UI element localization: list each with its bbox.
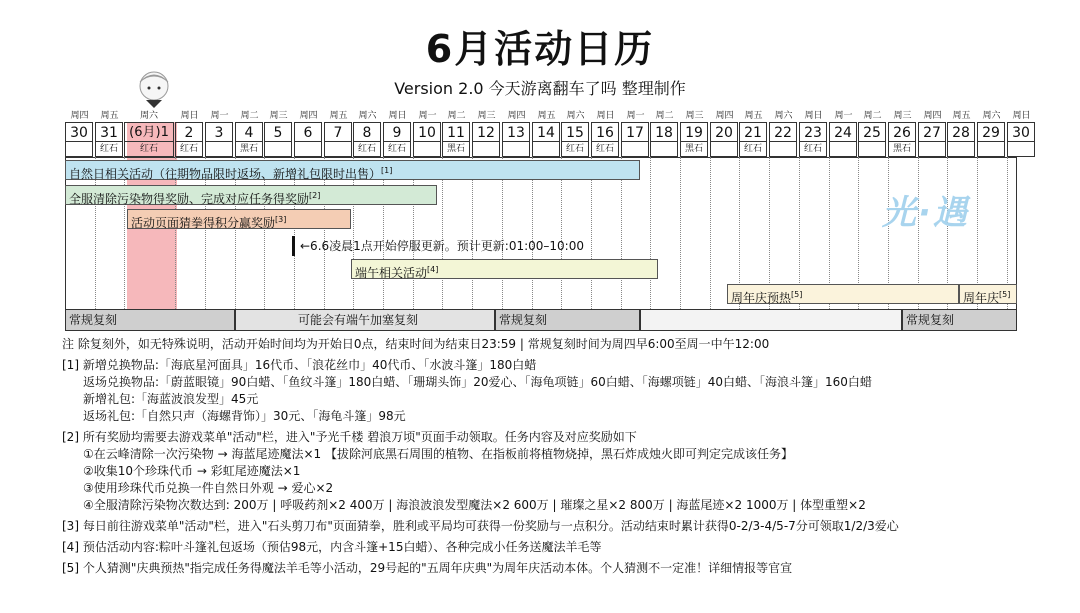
- day-of-week-label: 周日: [596, 111, 615, 121]
- event-bar-natural-day[interactable]: [65, 160, 640, 180]
- day-of-week-label: 周三: [269, 111, 288, 121]
- stone-tag: 红石: [799, 142, 827, 157]
- date-cell[interactable]: 26: [888, 122, 916, 142]
- date-cell[interactable]: 21: [739, 122, 767, 142]
- page-subtitle: Version 2.0 今天游离翻车了吗 整理制作: [394, 79, 686, 98]
- day-of-week-label: 周三: [893, 111, 912, 121]
- event-bar-anniversary-warmup[interactable]: [727, 284, 959, 304]
- rerun-label: 常规复刻: [69, 313, 118, 327]
- date-cell[interactable]: 27: [918, 122, 946, 142]
- date-cell[interactable]: 18: [650, 122, 678, 142]
- date-cell[interactable]: 24: [829, 122, 857, 142]
- day-of-week-label: 周五: [100, 111, 119, 121]
- rerun-segment: [640, 309, 902, 331]
- rerun-segment[interactable]: [495, 309, 640, 331]
- stone-tag: 红石: [124, 142, 174, 157]
- day-of-week-label: 周六: [139, 111, 158, 121]
- stone-tag: [502, 142, 530, 157]
- date-cell[interactable]: 31: [95, 122, 123, 142]
- stone-tag: 黑石: [888, 142, 916, 157]
- date-cell[interactable]: 12: [472, 122, 500, 142]
- event-ref: [3]: [275, 215, 287, 224]
- stone-tag: [769, 142, 797, 157]
- event-ref: [5]: [999, 290, 1011, 299]
- day-of-week-label: 周日: [388, 111, 407, 121]
- day-of-week-label: 周二: [447, 111, 466, 121]
- maintenance-note: ←6.6凌晨1点开始停服更新。预计更新:01:00–10:00: [300, 239, 584, 253]
- event-ref: [5]: [791, 290, 803, 299]
- day-of-week-label: 周三: [685, 111, 704, 121]
- date-cell[interactable]: 20: [710, 122, 738, 142]
- rerun-label: 常规复刻: [906, 313, 955, 327]
- stone-tag: 红石: [383, 142, 411, 157]
- day-of-week-label: 周日: [1012, 111, 1031, 121]
- event-label: 端午相关活动: [355, 266, 428, 280]
- stone-tag: 红石: [561, 142, 589, 157]
- day-of-week-label: 周二: [240, 111, 259, 121]
- date-cell[interactable]: 16: [591, 122, 619, 142]
- day-of-week-label: 周二: [655, 111, 674, 121]
- date-cell[interactable]: (6月)1: [124, 122, 174, 142]
- day-of-week-label: 周日: [180, 111, 199, 121]
- date-cell[interactable]: 14: [532, 122, 560, 142]
- day-of-week-label: 周一: [418, 111, 437, 121]
- date-cell[interactable]: 2: [175, 122, 203, 142]
- stone-tag: 黑石: [680, 142, 708, 157]
- note-general: 注 除复刻外，如无特殊说明，活动开始时间均为开始日0点，结束时间为结束日23:59 | 常规复刻时间为周四早6:00至周一中午12:00: [62, 337, 770, 351]
- day-of-week-label: 周四: [299, 111, 318, 121]
- page-title: 6月活动日历: [425, 27, 655, 71]
- date-cell[interactable]: 3: [205, 122, 233, 142]
- game-logo-watermark: 光·遇: [882, 193, 969, 233]
- day-of-week-label: 周一: [626, 111, 645, 121]
- event-label: 全服清除污染物得奖励、完成对应任务得奖励: [69, 192, 310, 206]
- note-1-new-pack: 新增礼包:「海蓝波浪发型」45元: [83, 392, 259, 406]
- day-of-week-label: 周四: [715, 111, 734, 121]
- day-of-week-label: 周五: [537, 111, 556, 121]
- rerun-segment[interactable]: [235, 309, 495, 331]
- stone-tag: [858, 142, 886, 157]
- stone-tag: [1007, 142, 1035, 157]
- rerun-segment[interactable]: [902, 309, 1017, 331]
- date-cell[interactable]: 11: [442, 122, 470, 142]
- note-3: [3] 每日前往游戏菜单"活动"栏，进入"石头剪刀布"页面猜拳，胜利或平局均可获得一份奖励与一点积分。活动结束时累计获得0-2/3-4/5-7分可领取1/2/3爱心: [62, 519, 899, 533]
- day-of-week-label: 周六: [566, 111, 585, 121]
- stone-tag: [621, 142, 649, 157]
- date-cell[interactable]: 13: [502, 122, 530, 142]
- stone-tag: [264, 142, 292, 157]
- date-cell[interactable]: 7: [324, 122, 352, 142]
- note-4: [4] 预估活动内容:粽叶斗篷礼包返场（预估98元，内含斗篷+15白蜡）、各种完成小任务送魔法羊毛等: [62, 540, 602, 554]
- event-bar-dragon-boat[interactable]: [351, 259, 658, 279]
- stone-tag: [413, 142, 441, 157]
- maintenance-marker: [292, 236, 295, 256]
- day-of-week-label: 周四: [923, 111, 942, 121]
- date-cell[interactable]: 22: [769, 122, 797, 142]
- date-cell[interactable]: 15: [561, 122, 589, 142]
- event-label: 周年庆预热: [731, 291, 792, 305]
- note-2-task-4: ④全服清除污染物次数达到: 200万 | 呼吸药剂×2 400万 | 海浪波浪发型魔法×2 600万 | 璀璨之星×2 800万 | 海蓝尾迹×2 1000万 | 体型重塑×2: [83, 498, 866, 512]
- day-of-week-label: 周五: [744, 111, 763, 121]
- stone-tag: [977, 142, 1005, 157]
- date-cell[interactable]: 5: [264, 122, 292, 142]
- note-2-header: [2] 所有奖励均需要去游戏菜单"活动"栏，进入"予光千楼 碧浪万顷"页面手动领取。任务内容及对应奖励如下: [62, 430, 637, 444]
- date-cell[interactable]: 17: [621, 122, 649, 142]
- stone-tag: 黑石: [235, 142, 263, 157]
- event-ref: [1]: [381, 166, 393, 175]
- event-label: 自然日相关活动（往期物品限时返场、新增礼包限时出售）: [69, 167, 382, 181]
- event-label: 活动页面猜拳得积分赢奖励: [131, 216, 276, 230]
- day-of-week-label: 周六: [774, 111, 793, 121]
- day-of-week-label: 周六: [358, 111, 377, 121]
- day-of-week-label: 周五: [952, 111, 971, 121]
- stone-tag: [710, 142, 738, 157]
- stone-tag: [947, 142, 975, 157]
- date-cell[interactable]: 9: [383, 122, 411, 142]
- date-cell[interactable]: 10: [413, 122, 441, 142]
- event-ref: [4]: [427, 265, 439, 274]
- note-2-task-2: ②收集10个珍珠代币 → 彩虹尾迹魔法×1: [83, 464, 301, 478]
- rerun-label: 常规复刻: [499, 313, 548, 327]
- stone-tag: 红石: [591, 142, 619, 157]
- stone-tag: 红石: [175, 142, 203, 157]
- date-cell[interactable]: 30: [1007, 122, 1035, 142]
- date-cell[interactable]: 19: [680, 122, 708, 142]
- stone-tag: 红石: [353, 142, 381, 157]
- day-of-week-label: 周四: [507, 111, 526, 121]
- stone-tag: 红石: [739, 142, 767, 157]
- note-5: [5] 个人猜测"庆典预热"指完成任务得魔法羊毛等小活动，29号起的"五周年庆典"为周年庆活动本体。个人猜测不一定准！详细情报等官宣: [62, 561, 793, 575]
- stone-tag: [532, 142, 560, 157]
- stone-tag: [324, 142, 352, 157]
- grid-line: [680, 157, 681, 309]
- day-of-week-label: 周一: [834, 111, 853, 121]
- date-cell[interactable]: 29: [977, 122, 1005, 142]
- rerun-label: 可能会有端午加塞复刻: [298, 313, 419, 327]
- stone-tag: [829, 142, 857, 157]
- stone-tag: 红石: [95, 142, 123, 157]
- stone-tag: 黑石: [442, 142, 470, 157]
- stone-tag: [65, 142, 93, 157]
- date-cell[interactable]: 4: [235, 122, 263, 142]
- rerun-segment[interactable]: [65, 309, 235, 331]
- event-ref: [2]: [309, 191, 321, 200]
- stone-tag: [472, 142, 500, 157]
- date-cell[interactable]: 23: [799, 122, 827, 142]
- notes-section: [62, 336, 1072, 577]
- note-2-task-1: ①在云峰清除一次污染物 → 海蓝尾迹魔法×1 【拔除河底黑石周围的植物、在指板前将植物烧掉，黑石炸成烛火即可判定完成该任务】: [83, 447, 793, 461]
- day-of-week-label: 周日: [804, 111, 823, 121]
- date-cell[interactable]: 8: [353, 122, 381, 142]
- day-of-week-label: 周四: [70, 111, 89, 121]
- day-of-week-label: 周六: [982, 111, 1001, 121]
- stone-tag: [294, 142, 322, 157]
- event-bar-anniversary[interactable]: [959, 284, 1017, 304]
- day-of-week-label: 周五: [329, 111, 348, 121]
- event-bar-rock-paper-scissors[interactable]: [127, 209, 351, 229]
- event-label: 周年庆: [963, 291, 1000, 305]
- note-1-returning-items: 返场兑换物品:「蔚蓝眼镜」90白蜡、「鱼纹斗篷」180白蜡、「珊瑚头饰」20爱心、「海龟项链」60白蜡、「海螺项链」40白蜡、「海浪斗篷」160白蜡: [83, 375, 872, 389]
- day-of-week-label: 周三: [477, 111, 496, 121]
- note-1-returning-pack: 返场礼包:「自然只声（海螺背饰）」30元、「海龟斗篷」98元: [83, 409, 406, 423]
- date-cell[interactable]: 28: [947, 122, 975, 142]
- stone-tag: [650, 142, 678, 157]
- note-2-task-3: ③使用珍珠代币兑换一件自然日外观 → 爱心×2: [83, 481, 334, 495]
- date-cell[interactable]: 30: [65, 122, 93, 142]
- note-1-new-items: [1] 新增兑换物品:「海底星河面具」16代币、「浪花丝巾」40代币、「水波斗篷」180白蜡: [62, 358, 537, 372]
- stone-tag: [918, 142, 946, 157]
- grid-line: [710, 157, 711, 309]
- date-cell[interactable]: 25: [858, 122, 886, 142]
- stone-tag: [205, 142, 233, 157]
- event-bar-clean-pollution[interactable]: [65, 185, 437, 205]
- day-of-week-label: 周二: [863, 111, 882, 121]
- grid-line: [650, 157, 651, 309]
- date-cell[interactable]: 6: [294, 122, 322, 142]
- day-of-week-label: 周一: [210, 111, 229, 121]
